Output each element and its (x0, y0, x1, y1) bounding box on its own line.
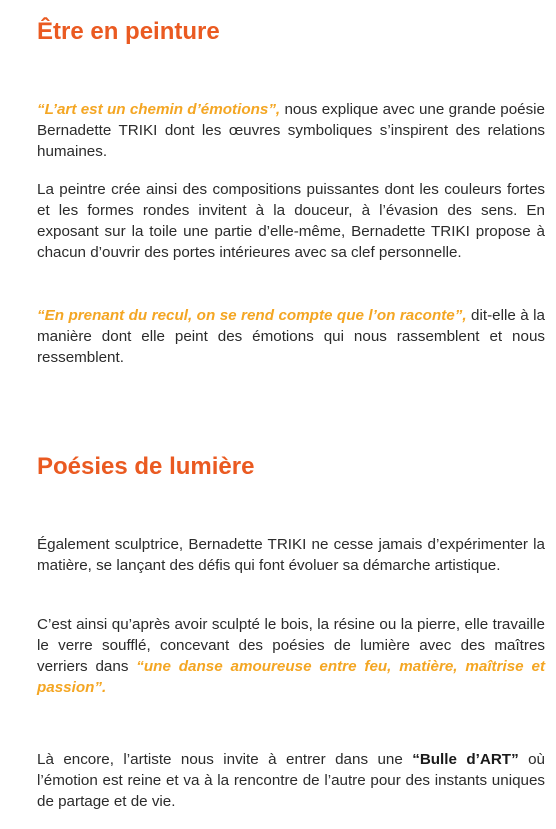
bulle-art-emphasis: “Bulle d’ART” (412, 751, 519, 768)
paragraph-compositions: La peintre crée ainsi des compositions puissantes dont les couleurs fortes et les formes rondes invitent à la douceur, à l’évasion des sens. En exposant sur la toile une partie d’elle-même, Bernadette TRIKI propose à chacun d’ouvrir des portes intérieures avec sa clef personnelle. (37, 181, 545, 261)
paragraph-text: nous explique avec une grande poésie Bernadette TRIKI dont les œuvres symboliques s’inspirent des relations humaines. (37, 101, 546, 160)
paragraph-recul-quote (37, 305, 545, 368)
quote-danse-amoureuse: “une danse amoureuse entre feu, matière, maîtrise et passion”. (37, 658, 545, 696)
section-title-etre-en-peinture: Être en peinture (37, 18, 220, 45)
paragraph-verre-souffle (37, 614, 545, 698)
quote-prenant-recul: “En prenant du recul, on se rend compte que l’on raconte”, (37, 307, 467, 324)
paragraph-text: dit-elle à la manière dont elle peint des émotions qui nous rassemblent et nous ressemblent. (37, 307, 545, 366)
paragraph-text: où l’émotion est reine et va à la rencontre de l’autre pour des instants uniques de partage et de vie. (37, 751, 545, 810)
section-title-poesies-de-lumiere: Poésies de lumière (37, 453, 255, 480)
paragraph-intro-quote (37, 99, 545, 162)
paragraph-sculptrice: Également sculptrice, Bernadette TRIKI ne cesse jamais d’expérimenter la matière, se lançant des défis qui font évoluer sa démarche artistique. (37, 536, 545, 574)
paragraph-text: Là encore, l’artiste nous invite à entrer dans une (37, 751, 413, 768)
paragraph-text: C’est ainsi qu’après avoir sculpté le bois, la résine ou la pierre, elle travaille le verre soufflé, concevant des poésies de lumière avec des maîtres verriers dans (37, 616, 545, 675)
paragraph-bulle-art (37, 749, 545, 812)
quote-chemin-emotions: “L’art est un chemin d’émotions”, (37, 101, 281, 118)
